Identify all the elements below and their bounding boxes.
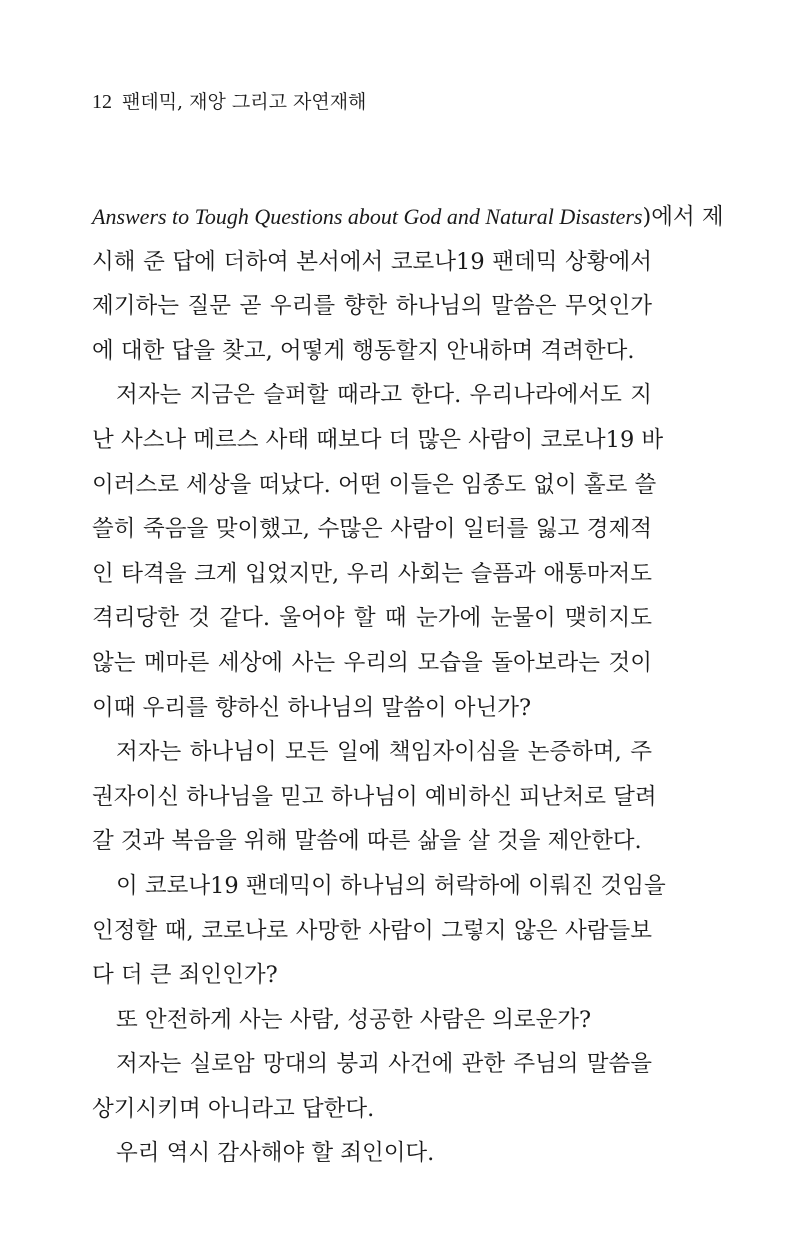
text-line-1	[92, 195, 724, 240]
body-text	[92, 195, 724, 1176]
text-line-15: 갈 것과 복음을 위해 말씀에 따른 삶을 살 것을 제안한다.	[92, 828, 642, 855]
text-line-8: 쓸히 죽음을 맞이했고, 수많은 사람이 일터를 잃고 경제적	[92, 516, 652, 543]
text-line-14: 권자이신 하나님을 믿고 하나님이 예비하신 피난처로 달려	[92, 783, 657, 810]
text-line-11: 않는 메마른 세상에 사는 우리의 모습을 돌아보라는 것이	[92, 649, 652, 676]
text-line-18: 다 더 큰 죄인인가?	[92, 962, 278, 989]
text-line-13: 저자는 하나님이 모든 일에 책임자이심을 논증하며, 주	[116, 739, 652, 766]
text-line-9: 인 타격을 크게 입었지만, 우리 사회는 슬픔과 애통마저도	[92, 560, 652, 587]
text-line-3: 제기하는 질문 곧 우리를 향한 하나님의 말씀은 무엇인가	[92, 293, 652, 320]
text-line-21: 상기시키며 아니라고 답한다.	[92, 1095, 375, 1122]
text-line-6: 난 사스나 메르스 사태 때보다 더 많은 사람이 코로나19 바	[92, 426, 664, 453]
text-line-20: 저자는 실로암 망대의 붕괴 사건에 관한 주님의 말씀을	[116, 1051, 652, 1078]
text-line-2: 시해 준 답에 더하여 본서에서 코로나19 팬데믹 상황에서	[92, 248, 652, 275]
text-line-19: 또 안전하게 사는 사람, 성공한 사람은 의로운가?	[116, 1006, 592, 1033]
text-line-22: 우리 역시 감사해야 할 죄인이다.	[116, 1140, 435, 1167]
running-title: 팬데믹, 재앙 그리고 자연재해	[122, 91, 367, 113]
book-title-italic: Answers to Tough Questions about God and Natural Disasters	[92, 204, 643, 229]
running-head	[92, 90, 366, 114]
text-line-4: 에 대한 답을 찾고, 어떻게 행동할지 안내하며 격려한다.	[92, 337, 635, 364]
text-line-7: 이러스로 세상을 떠났다. 어떤 이들은 임종도 없이 홀로 쓸	[92, 471, 657, 498]
text-line-12: 이때 우리를 향하신 하나님의 말씀이 아닌가?	[92, 694, 532, 721]
text-line-17: 인정할 때, 코로나로 사망한 사람이 그렇지 않은 사람들보	[92, 917, 652, 944]
text-line-16: 이 코로나19 팬데믹이 하나님의 허락하에 이뤄진 것임을	[116, 872, 666, 899]
text-line-5: 저자는 지금은 슬퍼할 때라고 한다. 우리나라에서도 지	[116, 382, 652, 409]
text-line-10: 격리당한 것 같다. 울어야 할 때 눈가에 눈물이 맺히지도	[92, 605, 652, 632]
page-number: 12	[92, 91, 112, 113]
first-line-tail: )에서 제	[642, 204, 724, 230]
